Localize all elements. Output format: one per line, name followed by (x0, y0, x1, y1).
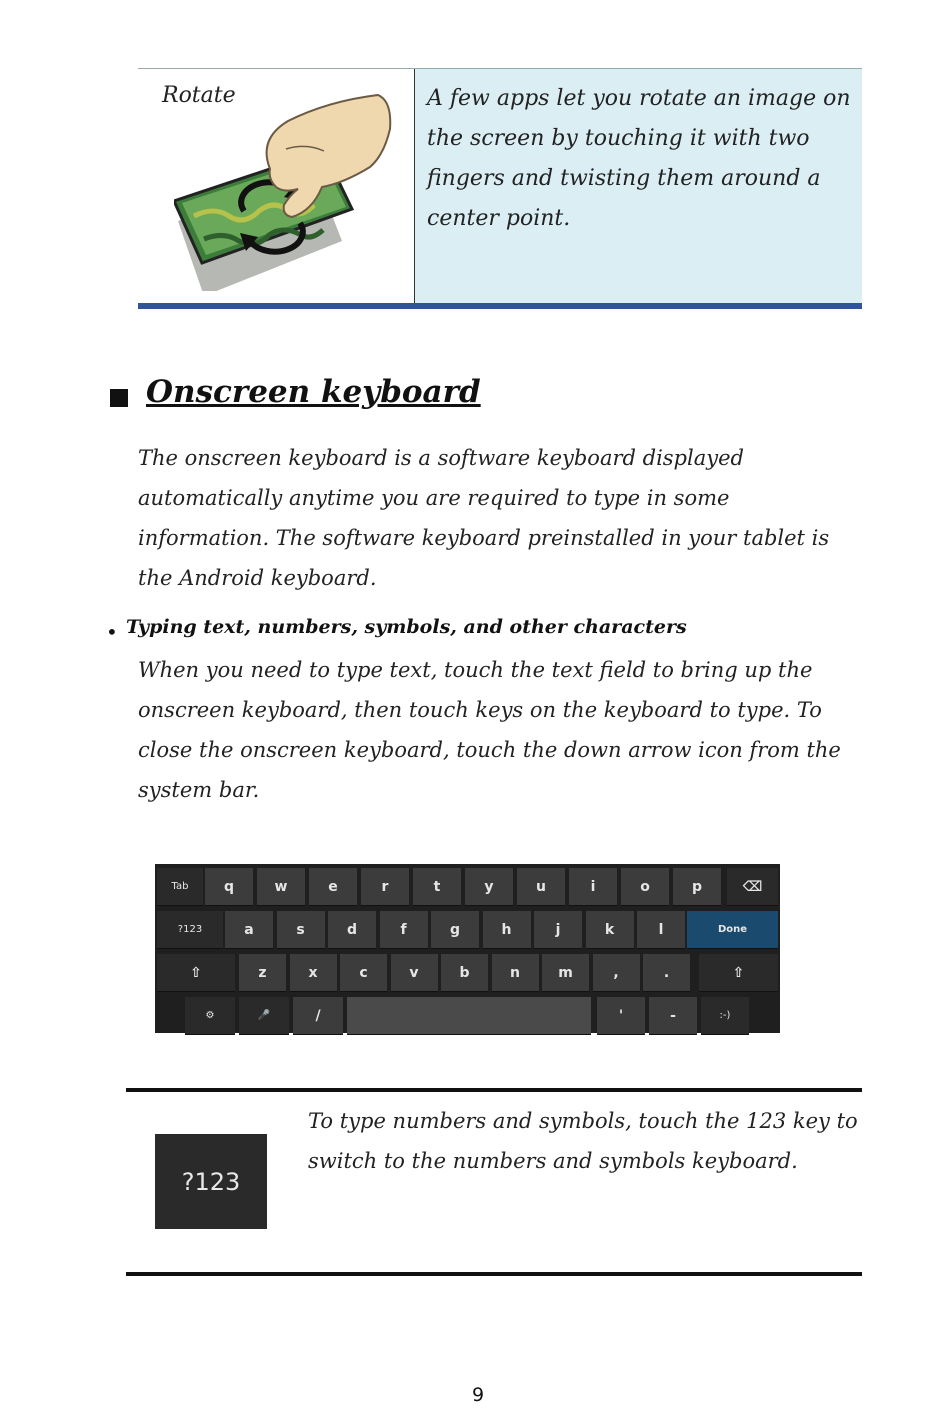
key-space (347, 997, 591, 1035)
key-numbers: ?123 (157, 911, 223, 949)
numbers-key-image: ?123 (155, 1134, 267, 1229)
key-p: p (673, 868, 721, 906)
key-f: f (380, 911, 428, 949)
rotate-label: Rotate (162, 83, 236, 108)
key-j: j (534, 911, 582, 949)
key-i: i (569, 868, 617, 906)
key-row3-3: c (340, 954, 387, 992)
key-slash: / (293, 997, 343, 1035)
tip-top-rule (126, 1088, 862, 1092)
tip-bottom-rule (126, 1272, 862, 1276)
key-r: r (361, 868, 409, 906)
round-bullet-icon: • (106, 620, 118, 644)
intro-paragraph: The onscreen keyboard is a software keyboard displayed automatically anytime you are required to type in some information. The software keyboard preinstalled in your tablet is the Android keyboard. (138, 446, 830, 590)
key-k: k (586, 911, 634, 949)
square-bullet-icon (110, 389, 128, 407)
rotate-label-cell (138, 69, 415, 303)
page-number: 9 (471, 1384, 485, 1406)
key-row3-4: v (391, 954, 438, 992)
key-done: Done (687, 911, 778, 949)
rotate-description-cell (415, 69, 862, 303)
key-h: h (483, 911, 531, 949)
rotate-gesture-table (138, 68, 862, 309)
section-heading: Onscreen keyboard (146, 374, 481, 410)
rotate-description: A few apps let you rotate an image on the screen by touching it with two fingers and twisting them around a center point. (427, 86, 851, 231)
rotate-gesture-illustration (174, 91, 394, 291)
key-t: t (413, 868, 461, 906)
key-shift-right: ⇧ (699, 954, 778, 992)
key-d: d (328, 911, 376, 949)
key-y: y (465, 868, 513, 906)
key-row3-1: z (239, 954, 286, 992)
tip-text: To type numbers and symbols, touch the 123 key to switch to the numbers and symbols keyboard. (308, 1109, 858, 1173)
key-row3-2: x (290, 954, 337, 992)
key-row3-7: m (542, 954, 589, 992)
key-w: w (257, 868, 305, 906)
key-smiley: :-) (701, 997, 749, 1035)
key-row3-6: n (492, 954, 539, 992)
subsection-heading: Typing text, numbers, symbols, and other characters (126, 616, 687, 638)
key-row3-5: b (441, 954, 488, 992)
keyboard-screenshot (155, 864, 780, 1033)
subsection-body: When you need to type text, touch the text field to bring up the onscreen keyboard, then touch keys on the keyboard to type. To close the onscreen keyboard, touch the down arrow icon from the system bar. (138, 658, 841, 802)
key-dash: - (649, 997, 697, 1035)
key-voice: 🎤 (239, 997, 289, 1035)
key-backspace: ⌫ (727, 868, 778, 906)
key-q: q (205, 868, 253, 906)
key-shift-left: ⇧ (157, 954, 235, 992)
key-row3-9: . (643, 954, 690, 992)
key-g: g (431, 911, 479, 949)
key-u: u (517, 868, 565, 906)
key-l: l (637, 911, 685, 949)
key-tab: Tab (157, 868, 203, 906)
key-s: s (277, 911, 325, 949)
key-row3-8: , (593, 954, 640, 992)
key-apostrophe: ' (597, 997, 645, 1035)
key-settings: ⚙ (185, 997, 235, 1035)
key-a: a (225, 911, 273, 949)
key-e: e (309, 868, 357, 906)
table-bottom-rule (138, 303, 862, 309)
key-o: o (621, 868, 669, 906)
